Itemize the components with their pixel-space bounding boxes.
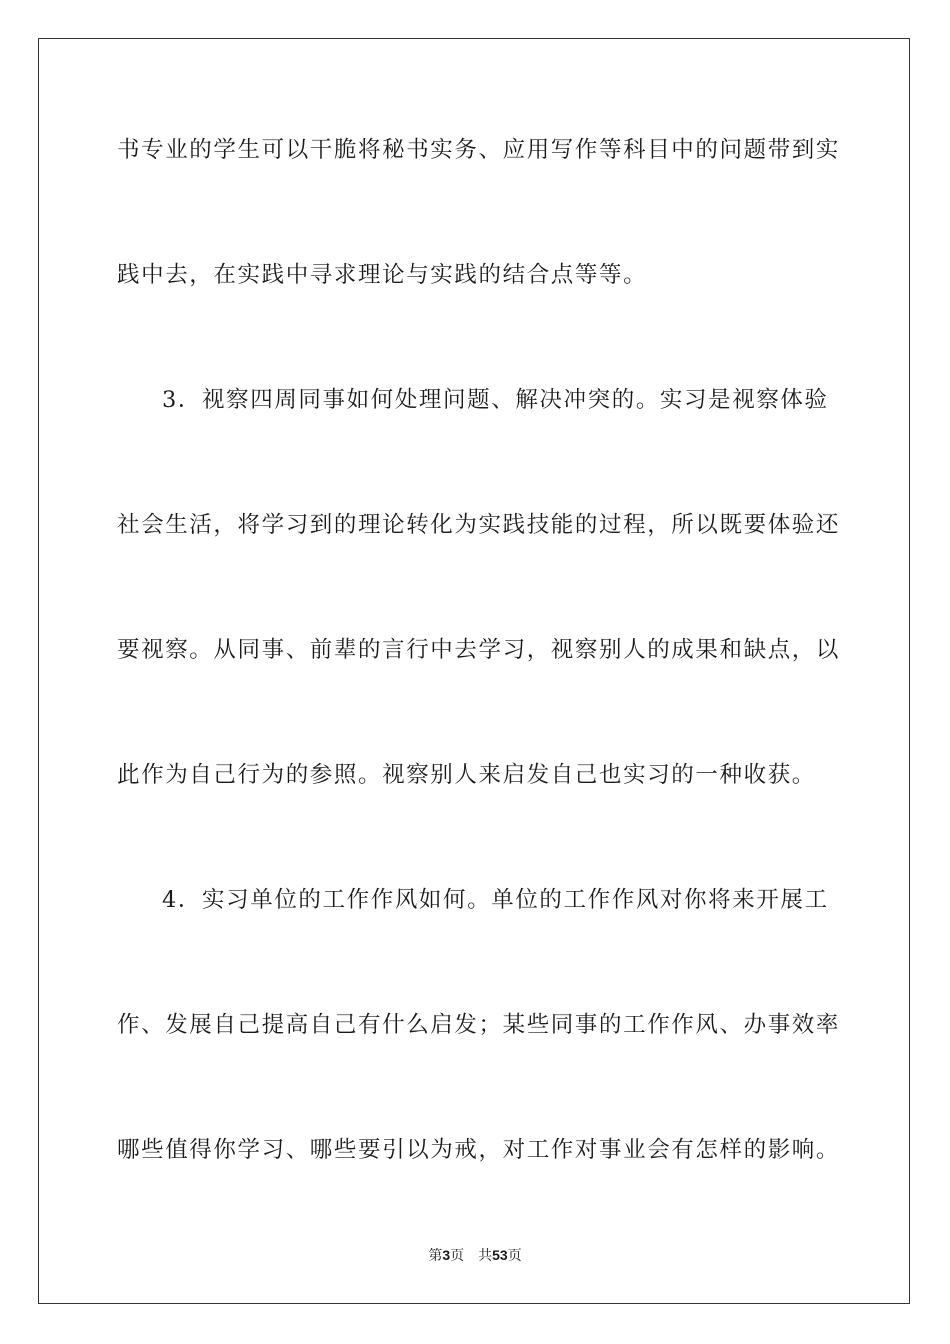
page-suffix: 页	[450, 1248, 465, 1264]
total-prefix: 共	[478, 1248, 493, 1264]
text-line: 哪些值得你学习、哪些要引以为戒，对工作对事业会有怎样的影响。	[117, 1137, 841, 1163]
total-pages: 53	[492, 1247, 508, 1263]
text-line: 要视察。从同事、前辈的言行中去学习，视察别人的成果和缺点，以	[117, 637, 841, 663]
text-line-paragraph-4: 4．实习单位的工作作风如何。单位的工作作风对你将来开展工	[162, 887, 829, 913]
page-prefix: 第	[428, 1248, 443, 1264]
page-number: 3	[442, 1247, 451, 1263]
text-line: 社会生活，将学习到的理论转化为实践技能的过程，所以既要体验还	[117, 512, 841, 538]
total-suffix: 页	[507, 1248, 522, 1264]
page-border	[38, 38, 910, 1304]
page-footer	[0, 1246, 950, 1265]
text-line: 践中去，在实践中寻求理论与实践的结合点等等。	[117, 262, 648, 288]
text-line: 书专业的学生可以干脆将秘书实务、应用写作等科目中的问题带到实	[117, 137, 841, 163]
text-line-paragraph-3: 3．视察四周同事如何处理问题、解决冲突的。实习是视察体验	[162, 387, 829, 413]
text-line: 作、发展自己提高自己有什么启发；某些同事的工作作风、办事效率	[117, 1012, 841, 1038]
text-line: 此作为自己行为的参照。视察别人来启发自己也实习的一种收获。	[117, 762, 816, 788]
